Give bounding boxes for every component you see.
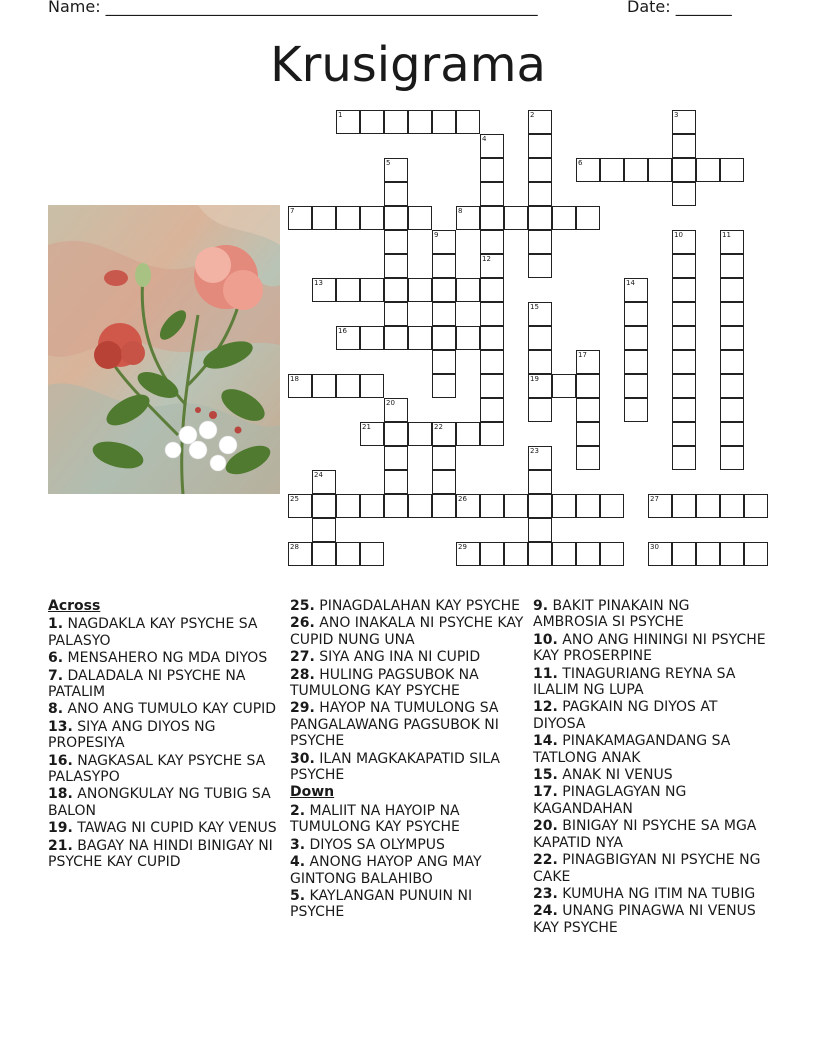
clue-text: SIYA ANG DIYOS NG PROPESIYA bbox=[48, 718, 216, 752]
crossword-cell[interactable] bbox=[480, 494, 504, 518]
clue-number: 12. bbox=[533, 699, 558, 716]
clue-number-label: 4 bbox=[482, 135, 487, 143]
crossword-cell[interactable] bbox=[408, 278, 432, 302]
crossword-cell[interactable] bbox=[336, 494, 360, 518]
clue-item bbox=[48, 668, 282, 701]
clue-number-label: 22 bbox=[434, 423, 443, 431]
clue-item bbox=[533, 886, 767, 902]
clue-number: 16. bbox=[48, 752, 73, 769]
date-field-label: Date: _______ bbox=[627, 0, 732, 16]
crossword-cell[interactable] bbox=[600, 542, 624, 566]
crossword-cell[interactable] bbox=[672, 302, 696, 326]
clue-number: 19. bbox=[48, 820, 73, 837]
clue-item bbox=[290, 667, 524, 700]
crossword-cell[interactable] bbox=[480, 158, 504, 182]
clue-number-label: 28 bbox=[290, 543, 299, 551]
crossword-cell[interactable] bbox=[480, 278, 504, 302]
crossword-cell[interactable] bbox=[576, 374, 600, 398]
across-heading: Across bbox=[48, 598, 101, 614]
crossword-cell[interactable] bbox=[384, 254, 408, 278]
crossword-cell[interactable] bbox=[408, 206, 432, 230]
crossword-cell[interactable] bbox=[672, 494, 696, 518]
crossword-cell[interactable] bbox=[600, 158, 624, 182]
crossword-cell[interactable] bbox=[432, 446, 456, 470]
crossword-cell[interactable] bbox=[384, 494, 408, 518]
clue-text: ANO INAKALA NI PSYCHE KAY CUPID NUNG UNA bbox=[290, 615, 524, 648]
clue-number-label: 1 bbox=[338, 111, 343, 119]
clue-text: TAWAG NI CUPID KAY VENUS bbox=[72, 820, 277, 837]
crossword-cell[interactable] bbox=[720, 422, 744, 446]
clue-item bbox=[290, 803, 524, 836]
crossword-cell[interactable] bbox=[360, 278, 384, 302]
crossword-cell[interactable] bbox=[504, 542, 528, 566]
crossword-cell[interactable] bbox=[672, 326, 696, 350]
crossword-cell[interactable] bbox=[432, 350, 456, 374]
crossword-cell[interactable] bbox=[360, 206, 384, 230]
crossword-cell[interactable] bbox=[408, 422, 432, 446]
crossword-cell[interactable] bbox=[480, 542, 504, 566]
crossword-cell[interactable] bbox=[528, 158, 552, 182]
crossword-cell[interactable] bbox=[672, 422, 696, 446]
crossword-cell[interactable] bbox=[696, 158, 720, 182]
clue-text: PINAGBIGYAN NI PSYCHE NG CAKE bbox=[533, 852, 761, 885]
crossword-cell[interactable] bbox=[408, 110, 432, 134]
crossword-cell[interactable] bbox=[720, 278, 744, 302]
crossword-cell[interactable] bbox=[384, 206, 408, 230]
crossword-cell[interactable] bbox=[432, 494, 456, 518]
crossword-cell[interactable] bbox=[384, 302, 408, 326]
name-field-label: Name: ______________________________________________________ bbox=[48, 0, 538, 16]
crossword-cell[interactable] bbox=[384, 326, 408, 350]
crossword-cell[interactable] bbox=[528, 518, 552, 542]
crossword-cell[interactable] bbox=[360, 542, 384, 566]
crossword-cell[interactable] bbox=[552, 206, 576, 230]
clue-number: 20. bbox=[533, 818, 558, 835]
clue-text: ILAN MAGKAKAPATID SILA PSYCHE bbox=[290, 750, 500, 784]
clue-text: MENSAHERO NG MDA DIYOS bbox=[63, 650, 268, 667]
clue-number-label: 14 bbox=[626, 279, 635, 287]
clue-text: PINAKAMAGANDANG SA TATLONG ANAK bbox=[533, 733, 731, 766]
crossword-cell[interactable] bbox=[672, 134, 696, 158]
crossword-cell[interactable] bbox=[672, 398, 696, 422]
clue-number: 9. bbox=[533, 598, 549, 614]
clue-number: 25. bbox=[290, 598, 315, 614]
crossword-cell[interactable] bbox=[504, 494, 528, 518]
clue-item bbox=[48, 838, 282, 871]
crossword-cell[interactable] bbox=[312, 542, 336, 566]
clue-number: 28. bbox=[290, 666, 315, 683]
clue-number-label: 2 bbox=[530, 111, 535, 119]
clue-item bbox=[533, 852, 767, 885]
clue-number: 4. bbox=[290, 854, 306, 871]
clue-text: NAGDAKLA KAY PSYCHE SA PALASYO bbox=[48, 616, 258, 649]
crossword-cell[interactable] bbox=[672, 350, 696, 374]
clue-number-label: 12 bbox=[482, 255, 491, 263]
crossword-cell[interactable] bbox=[480, 326, 504, 350]
clue-item bbox=[533, 818, 767, 851]
clue-text: HAYOP NA TUMULONG SA PANGALAWANG PAGSUBOK NI PSYCHE bbox=[290, 700, 499, 750]
crossword-cell[interactable] bbox=[672, 278, 696, 302]
clue-number-label: 18 bbox=[290, 375, 299, 383]
crossword-cell[interactable] bbox=[552, 494, 576, 518]
crossword-cell[interactable] bbox=[480, 398, 504, 422]
crossword-cell[interactable] bbox=[576, 494, 600, 518]
clue-item bbox=[290, 751, 524, 784]
crossword-cell[interactable] bbox=[624, 326, 648, 350]
clue-column-1 bbox=[48, 598, 282, 872]
crossword-cell[interactable] bbox=[432, 254, 456, 278]
clue-text: BAGAY NA HINDI BINIGAY NI PSYCHE KAY CUPID bbox=[48, 837, 273, 871]
crossword-cell[interactable] bbox=[456, 110, 480, 134]
clue-item bbox=[48, 753, 282, 786]
clue-item bbox=[533, 699, 767, 732]
crossword-cell[interactable] bbox=[696, 542, 720, 566]
crossword-cell[interactable] bbox=[336, 206, 360, 230]
clue-text: PINAGLAGYAN NG KAGANDAHAN bbox=[533, 784, 687, 817]
crossword-cell[interactable] bbox=[720, 326, 744, 350]
crossword-cell[interactable] bbox=[552, 542, 576, 566]
clue-number-label: 8 bbox=[458, 207, 463, 215]
crossword-cell[interactable] bbox=[528, 470, 552, 494]
clue-item bbox=[48, 650, 282, 666]
crossword-cell[interactable] bbox=[384, 278, 408, 302]
crossword-cell[interactable] bbox=[528, 326, 552, 350]
crossword-cell[interactable] bbox=[480, 374, 504, 398]
clue-item bbox=[48, 701, 282, 717]
crossword-cell[interactable] bbox=[672, 182, 696, 206]
crossword-cell[interactable] bbox=[528, 134, 552, 158]
crossword-cell[interactable] bbox=[720, 374, 744, 398]
crossword-cell[interactable] bbox=[504, 206, 528, 230]
clue-number: 30. bbox=[290, 750, 315, 767]
crossword-cell[interactable] bbox=[456, 326, 480, 350]
clue-number-label: 7 bbox=[290, 207, 295, 215]
crossword-cell[interactable] bbox=[432, 110, 456, 134]
clue-text: HULING PAGSUBOK NA TUMULONG KAY PSYCHE bbox=[290, 666, 479, 700]
clue-item bbox=[290, 615, 524, 648]
clue-item bbox=[48, 616, 282, 649]
crossword-cell[interactable] bbox=[624, 350, 648, 374]
crossword-cell[interactable] bbox=[360, 326, 384, 350]
clue-item bbox=[533, 733, 767, 766]
crossword-cell[interactable] bbox=[384, 470, 408, 494]
crossword-cell[interactable] bbox=[312, 494, 336, 518]
clue-number: 7. bbox=[48, 667, 64, 684]
clue-number-label: 16 bbox=[338, 327, 347, 335]
crossword-cell[interactable] bbox=[600, 494, 624, 518]
clue-item bbox=[48, 820, 282, 836]
crossword-cell[interactable] bbox=[648, 158, 672, 182]
clue-number: 3. bbox=[290, 836, 306, 853]
clue-number: 21. bbox=[48, 837, 73, 854]
crossword-cell[interactable] bbox=[408, 326, 432, 350]
crossword-cell[interactable] bbox=[384, 422, 408, 446]
clue-item bbox=[290, 649, 524, 665]
clue-text: SIYA ANG INA NI CUPID bbox=[314, 649, 481, 666]
crossword-cell[interactable] bbox=[720, 398, 744, 422]
down-heading: Down bbox=[290, 784, 335, 801]
crossword-cell[interactable] bbox=[720, 350, 744, 374]
crossword-cell[interactable] bbox=[528, 206, 552, 230]
crossword-cell[interactable] bbox=[360, 374, 384, 398]
clue-text: BAKIT PINAKAIN NG AMBROSIA SI PSYCHE bbox=[533, 598, 690, 631]
crossword-cell[interactable] bbox=[528, 230, 552, 254]
clue-item bbox=[48, 786, 282, 819]
crossword-cell[interactable] bbox=[624, 158, 648, 182]
clue-number-label: 30 bbox=[650, 543, 659, 551]
clue-number: 8. bbox=[48, 701, 64, 718]
crossword-cell[interactable] bbox=[576, 542, 600, 566]
clue-number-label: 24 bbox=[314, 471, 323, 479]
clue-number: 14. bbox=[533, 733, 558, 750]
clue-text: DALADALA NI PSYCHE NA PATALIM bbox=[48, 667, 246, 701]
crossword-cell[interactable] bbox=[384, 230, 408, 254]
crossword-cell[interactable] bbox=[480, 182, 504, 206]
crossword-cell[interactable] bbox=[528, 398, 552, 422]
clue-column-2 bbox=[290, 598, 524, 922]
clue-number-label: 17 bbox=[578, 351, 587, 359]
crossword-cell[interactable] bbox=[432, 278, 456, 302]
clue-number: 26. bbox=[290, 615, 315, 632]
clue-number: 27. bbox=[290, 649, 315, 666]
clue-number-label: 20 bbox=[386, 399, 395, 407]
crossword-cell[interactable] bbox=[528, 182, 552, 206]
clue-text: MALIIT NA HAYOIP NA TUMULONG KAY PSYCHE bbox=[290, 802, 460, 836]
crossword-cell[interactable] bbox=[624, 374, 648, 398]
clue-item bbox=[290, 837, 524, 853]
clue-number-label: 13 bbox=[314, 279, 323, 287]
crossword-cell[interactable] bbox=[480, 302, 504, 326]
crossword-cell[interactable] bbox=[312, 374, 336, 398]
clue-item bbox=[533, 632, 767, 665]
crossword-cell[interactable] bbox=[672, 158, 696, 182]
crossword-cell[interactable] bbox=[480, 422, 504, 446]
crossword-cell[interactable] bbox=[720, 446, 744, 470]
clue-number: 1. bbox=[48, 616, 64, 633]
clue-number: 22. bbox=[533, 852, 558, 869]
crossword-cell[interactable] bbox=[696, 494, 720, 518]
crossword-cell[interactable] bbox=[312, 518, 336, 542]
crossword-cell[interactable] bbox=[576, 422, 600, 446]
crossword-cell[interactable] bbox=[408, 494, 432, 518]
crossword-cell[interactable] bbox=[624, 302, 648, 326]
crossword-cell[interactable] bbox=[384, 446, 408, 470]
clue-number: 13. bbox=[48, 718, 73, 735]
crossword-cell[interactable] bbox=[576, 206, 600, 230]
clue-text: ANONG HAYOP ANG MAY GINTONG BALAHIBO bbox=[290, 854, 482, 887]
clue-number-label: 27 bbox=[650, 495, 659, 503]
crossword-cell[interactable] bbox=[720, 158, 744, 182]
crossword-cell[interactable] bbox=[576, 446, 600, 470]
crossword-cell[interactable] bbox=[744, 542, 768, 566]
crossword-cell[interactable] bbox=[456, 278, 480, 302]
clue-column-3 bbox=[533, 598, 767, 937]
clue-item bbox=[290, 700, 524, 749]
clue-item bbox=[290, 598, 524, 614]
crossword-cell[interactable] bbox=[360, 494, 384, 518]
crossword-cell[interactable] bbox=[384, 182, 408, 206]
clue-text: ANO ANG HININGI NI PSYCHE KAY PROSERPINE bbox=[533, 631, 766, 665]
clue-number-label: 6 bbox=[578, 159, 583, 167]
clue-item bbox=[533, 784, 767, 817]
crossword-cell[interactable] bbox=[336, 542, 360, 566]
clue-text: TINAGURIANG REYNA SA ILALIM NG LUPA bbox=[533, 665, 736, 699]
crossword-cell[interactable] bbox=[744, 494, 768, 518]
clue-item bbox=[290, 888, 524, 921]
crossword-cell[interactable] bbox=[456, 422, 480, 446]
crossword-cell[interactable] bbox=[552, 374, 576, 398]
clue-number: 18. bbox=[48, 786, 73, 803]
crossword-cell[interactable] bbox=[720, 254, 744, 278]
crossword-cell[interactable] bbox=[360, 110, 384, 134]
crossword-cell[interactable] bbox=[720, 494, 744, 518]
clue-text: ANO ANG TUMULO KAY CUPID bbox=[63, 701, 277, 718]
clue-number-label: 3 bbox=[674, 111, 679, 119]
clue-number: 10. bbox=[533, 631, 558, 648]
crossword-cell[interactable] bbox=[672, 542, 696, 566]
clue-number: 15. bbox=[533, 767, 558, 784]
page-title: Krusigrama bbox=[270, 37, 546, 93]
crossword-cell[interactable] bbox=[432, 326, 456, 350]
crossword-cell[interactable] bbox=[480, 350, 504, 374]
clue-number-label: 5 bbox=[386, 159, 391, 167]
clue-text: ANONGKULAY NG TUBIG SA BALON bbox=[48, 786, 271, 819]
crossword-cell[interactable] bbox=[480, 206, 504, 230]
clue-item bbox=[533, 767, 767, 783]
crossword-cell[interactable] bbox=[624, 398, 648, 422]
clue-text: KUMUHA NG ITIM NA TUBIG bbox=[557, 885, 756, 902]
clue-item bbox=[533, 598, 767, 631]
crossword-cell[interactable] bbox=[720, 542, 744, 566]
clue-number: 2. bbox=[290, 802, 306, 819]
clue-number-label: 29 bbox=[458, 543, 467, 551]
crossword-cell[interactable] bbox=[528, 254, 552, 278]
crossword-cell[interactable] bbox=[432, 374, 456, 398]
crossword-cell[interactable] bbox=[576, 398, 600, 422]
clue-item bbox=[533, 903, 767, 936]
clue-number-label: 23 bbox=[530, 447, 539, 455]
clue-number-label: 21 bbox=[362, 423, 371, 431]
crossword-cell[interactable] bbox=[432, 302, 456, 326]
clue-number: 24. bbox=[533, 903, 558, 920]
clue-number: 6. bbox=[48, 650, 64, 667]
clue-number-label: 26 bbox=[458, 495, 467, 503]
clue-text: PINAGDALAHAN KAY PSYCHE bbox=[314, 598, 521, 614]
clue-text: ANAK NI VENUS bbox=[557, 767, 673, 784]
clue-item bbox=[533, 666, 767, 699]
clue-number: 17. bbox=[533, 784, 558, 801]
crossword-cell[interactable] bbox=[672, 374, 696, 398]
clue-number-label: 19 bbox=[530, 375, 539, 383]
crossword-cell[interactable] bbox=[672, 254, 696, 278]
crossword-cell[interactable] bbox=[336, 374, 360, 398]
crossword-cell[interactable] bbox=[528, 542, 552, 566]
clue-number-label: 9 bbox=[434, 231, 439, 239]
crossword-cell[interactable] bbox=[720, 302, 744, 326]
clue-number-label: 15 bbox=[530, 303, 539, 311]
crossword-cell[interactable] bbox=[672, 446, 696, 470]
clue-text: UNANG PINAGWA NI VENUS KAY PSYCHE bbox=[533, 903, 756, 936]
crossword-cell[interactable] bbox=[432, 470, 456, 494]
clue-item bbox=[48, 719, 282, 752]
clue-text: BINIGAY NI PSYCHE SA MGA KAPATID NYA bbox=[533, 818, 757, 851]
clue-text: PAGKAIN NG DIYOS AT DIYOSA bbox=[533, 699, 718, 732]
clue-number: 23. bbox=[533, 885, 558, 902]
clue-text: NAGKASAL KAY PSYCHE SA PALASYPO bbox=[48, 752, 266, 786]
clue-number-label: 10 bbox=[674, 231, 683, 239]
crossword-cell[interactable] bbox=[528, 494, 552, 518]
crossword-cell[interactable] bbox=[528, 350, 552, 374]
clue-number: 11. bbox=[533, 665, 558, 682]
clue-text: KAYLANGAN PUNUIN NI PSYCHE bbox=[290, 887, 473, 921]
crossword-cell[interactable] bbox=[312, 206, 336, 230]
clue-number: 5. bbox=[290, 887, 306, 904]
clue-text: DIYOS SA OLYMPUS bbox=[305, 836, 445, 853]
crossword-cell[interactable] bbox=[480, 230, 504, 254]
crossword-cell[interactable] bbox=[384, 110, 408, 134]
clue-item bbox=[290, 854, 524, 887]
clue-number-label: 25 bbox=[290, 495, 299, 503]
clue-number: 29. bbox=[290, 700, 315, 717]
clue-number-label: 11 bbox=[722, 231, 731, 239]
crossword-cell[interactable] bbox=[336, 278, 360, 302]
